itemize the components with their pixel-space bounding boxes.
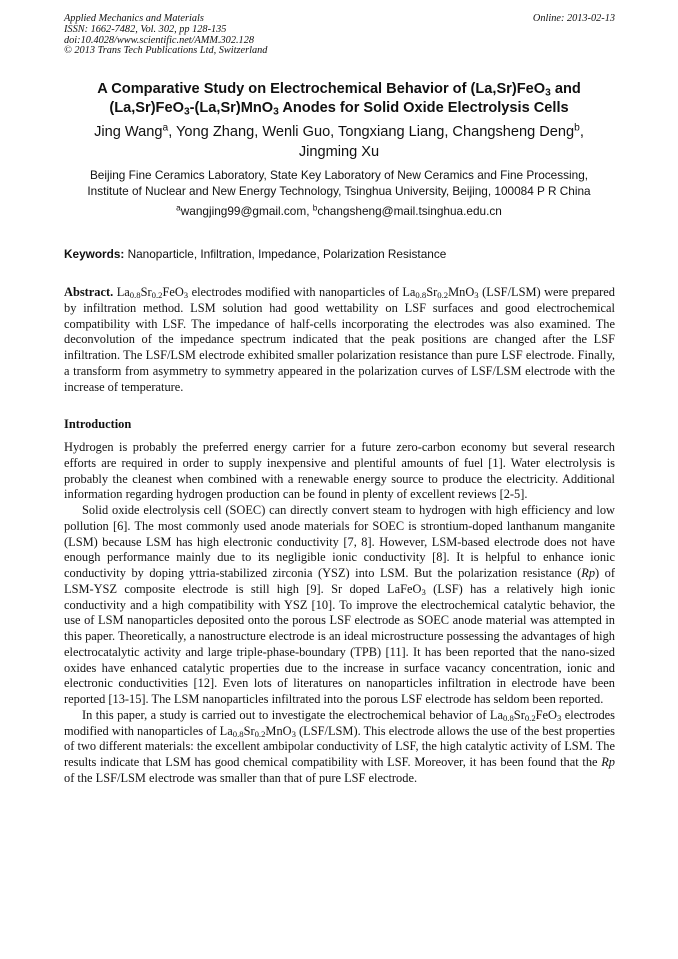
paragraph-text: In this paper, a study is carried out to investigate the electrochemical behavior of La (82, 707, 503, 722)
email-superscript: b (312, 203, 318, 213)
title-line-1 (40, 80, 638, 99)
paragraph-text: (LSF/LSM). This electrode allows the use of the best properties of two different materials: the excellent ambipolar conductivity of LSF, the high catalytic activity of LSM. The results indicate that LSM has good chemical compatibility with LSF. Moreover, it has been found that the (64, 723, 615, 769)
title-text: and (550, 81, 581, 97)
title-subscript: 3 (183, 106, 190, 118)
author-name: Jing Wang (94, 124, 163, 140)
title-line-2 (40, 99, 638, 118)
paragraph-text: FeO (535, 707, 557, 722)
author-emails (40, 204, 638, 218)
paragraph-text: Solid oxide electrolysis cell (SOEC) can directly convert steam to hydrogen with high efficiency and low pollution [6]. The most commonly used anode materials for SOEC is strontium-doped lanthanum manganite (LSM) because LSM has high electronic conductivity [7, 8]. However, LSM-based electrode does not have enough performance mainly due to its negligible ionic conductivity [8]. It is helpful to enhance ionic conductivity by doping yttria-stabilized zirconia (YSZ) into LSM. But the polarization resistance ( (64, 503, 615, 580)
subscript: 0.2 (437, 290, 449, 301)
email-address: changsheng@mail.tsinghua.edu.cn (317, 204, 502, 218)
subscript: 0.2 (151, 290, 163, 301)
author-names: , Yong Zhang, Wenli Guo, Tongxiang Liang, Changsheng Deng (168, 124, 575, 140)
paragraph: Hydrogen is probably the preferred energy carrier for a future zero-carbon economy but several research efforts are required in order to supply inexpensive and plentiful amounts of fuel [1]. Water electrolysis is probably the cleanest when combined with a renewable energy source to produce the electricity. Additional information regarding hydrogen production can be found in plenty of excellent reviews [2-5]. (64, 440, 615, 502)
subscript: 0.2 (254, 728, 266, 739)
online-date: Online: 2013-02-13 (532, 13, 615, 24)
author-superscript: a (162, 122, 169, 134)
abstract-text: (LSF/LSM) were prepared by infiltration method. LSM solution had good wettability on LSF surfaces and good electrochemical compatibility with LSF. The impedance of half-cells incorporating the electrodes was also examined. The deconvolution of the impedance spectrum indicated that the peak positions are changed after the LSF infiltration. The LSF/LSM electrode exhibited smaller polarization resistance than pure LSF electrode. Finally, a transform from asymmetry to symmetry appeared in the polarization curves of LSF/LSM electrode with the increase of temperature. (64, 285, 615, 394)
author-name: Jingming Xu (298, 143, 380, 160)
title-text: A Comparative Study on Electrochemical Behavior of (La,Sr)FeO (97, 81, 546, 97)
paragraph-text: Sr (513, 707, 525, 722)
title-text: (La,Sr)FeO (109, 100, 184, 116)
abstract-text: Sr (426, 285, 438, 299)
paragraph-text: ) of LSM-YSZ composite electrode is still high [9]. Sr doped LaFeO (64, 566, 616, 596)
abstract-text: La (113, 285, 130, 299)
email-address: wangjing99@gmail.com (180, 204, 307, 218)
abstract-text: Sr (140, 285, 152, 299)
affiliation-line: Beijing Fine Ceramics Laboratory, State Key Laboratory of New Ceramics and Fine Processing, (89, 168, 589, 182)
author-list (40, 123, 638, 162)
email-separator: , (306, 204, 313, 218)
paragraph-text: (LSF) has a relatively high ionic conductivity and a high compatibility with YSZ [10]. To improve the electrochemical catalytic behavior, the use of LSM nanoparticles deposited onto the porous LSF electrode as SOEC anode material was attempted in this paper. Theoretically, a nanostructure electrode is an ideal microstructure possessing the advantages of high electrocatalytic activity and large triple-phase-boundary (TPB) [11]. It has been reported that the nano-sized oxides have enhanced catalytic properties due to the increase in surface vacancy concentration, ionic and electronic conductivities [12]. Even lots of literatures on nanoparticles infiltration in electrode have been reported [13-15]. The LSM nanoparticles infiltrated into the porous LSF electrode has seldom been reported. (64, 581, 615, 706)
subscript: 0.8 (129, 290, 141, 301)
doi-line: doi:10.4028/www.scientific.net/AMM.302.128 (64, 34, 254, 46)
subscript: 0.8 (502, 712, 514, 723)
subscript: 3 (291, 728, 296, 739)
keywords-label: Keywords: (64, 247, 125, 261)
subscript: 3 (421, 586, 426, 597)
paragraph-text: electrodes modified with nanoparticles of La (64, 707, 615, 738)
abstract-text: electrodes modified with nanoparticles of La (188, 285, 416, 299)
subscript: 0.8 (232, 728, 244, 739)
abstract-text: FeO (162, 285, 184, 299)
title-text: Anodes for Solid Oxide Electrolysis Cells (278, 100, 569, 116)
italic-symbol: Rp (601, 755, 615, 769)
paragraph-text: Sr (243, 723, 255, 738)
abstract (64, 285, 615, 395)
abstract-label: Abstract. (64, 285, 114, 299)
section-heading-introduction: Introduction (64, 417, 132, 431)
issn-line: ISSN: 1662-7482, Vol. 302, pp 128-135 (64, 23, 227, 35)
title-text: -(La,Sr)MnO (189, 100, 274, 116)
author-superscript: b (574, 122, 580, 134)
subscript: 0.2 (524, 712, 536, 723)
abstract-text: MnO (448, 285, 475, 299)
affiliation-line: Institute of Nuclear and New Energy Technology, Tsinghua University, Beijing, 100084 P R China (87, 184, 591, 199)
paragraph-text: of the LSF/LSM electrode was smaller than that of pure LSF electrode. (64, 770, 418, 785)
italic-symbol: Rp (581, 566, 596, 580)
email-superscript: a (176, 203, 181, 213)
author-separator: , (579, 124, 584, 140)
keywords (64, 247, 616, 262)
introduction-body (64, 440, 615, 787)
journal-name: Applied Mechanics and Materials (64, 13, 204, 24)
paragraph-text: MnO (265, 723, 292, 738)
copyright-line: © 2013 Trans Tech Publications Ltd, Switzerland (64, 45, 268, 57)
affiliation (40, 167, 638, 199)
title-subscript: 3 (545, 87, 551, 99)
paragraph (64, 708, 615, 787)
title-subscript: 3 (273, 106, 279, 118)
subscript: 3 (474, 290, 479, 301)
paragraph (64, 503, 615, 708)
keywords-text: Nanoparticle, Infiltration, Impedance, Polarization Resistance (124, 247, 447, 261)
paper-title (40, 80, 638, 118)
subscript: 3 (183, 290, 189, 301)
subscript: 3 (557, 712, 562, 723)
journal-header (64, 14, 484, 57)
subscript: 0.8 (415, 290, 427, 301)
